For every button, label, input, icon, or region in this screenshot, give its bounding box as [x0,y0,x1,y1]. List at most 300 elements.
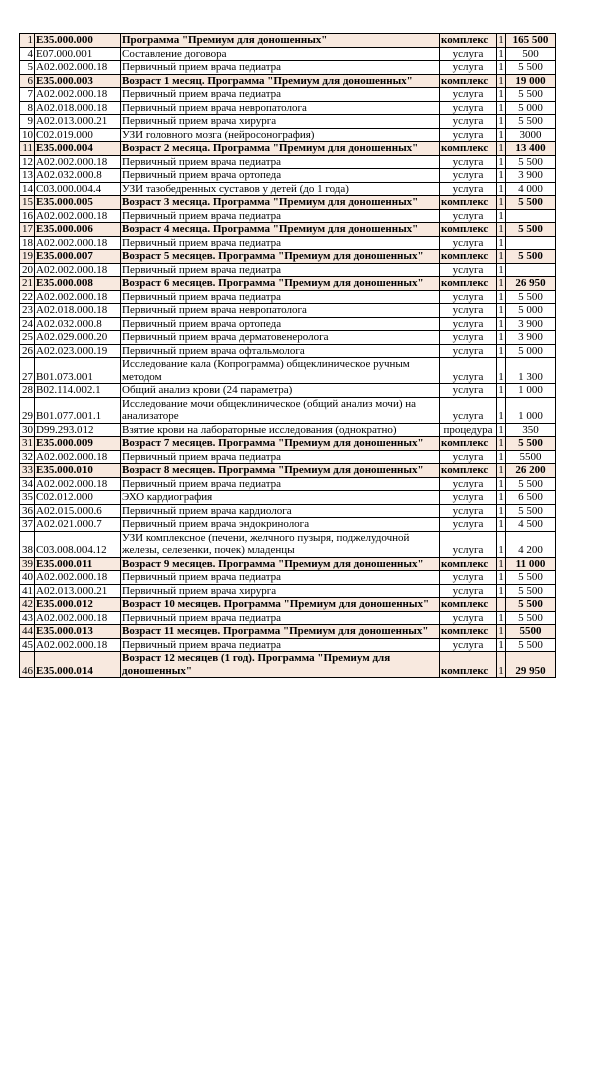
quantity-cell: 1 [498,263,504,276]
row-number-cell: 11 [20,142,35,156]
service-row [20,128,556,142]
service-row [20,263,556,277]
row-number-cell: 23 [20,304,35,318]
price-cell: 26 950 [506,277,556,291]
quantity-cell: 1 [498,423,504,436]
price-cell: 5 000 [506,304,556,318]
service-code-cell: A02.021.000.7 [35,518,121,532]
unit-of-measure-cell: услуга [440,317,497,331]
service-code-cell: A02.013.000.21 [35,115,121,129]
row-number-cell: 10 [20,128,35,142]
quantity-cell: 1 [497,397,506,423]
row-number-cell: 33 [20,464,35,478]
unit-of-measure-cell: комплекс [440,142,497,156]
service-code-cell: E35.000.010 [35,464,121,478]
quantity-cell: 1 [498,437,504,449]
row-number-cell: 40 [20,571,35,585]
service-name-cell: Первичный прием врача ортопеда [121,169,440,183]
price-cell: 5 000 [506,101,556,115]
price-cell: 11 000 [506,557,556,571]
service-name-cell: Первичный прием врача педиатра [121,571,440,585]
row-number-cell: 14 [20,182,35,196]
service-name-cell: Возраст 3 месяца. Программа "Премиум для доношенных" [121,196,440,210]
unit-of-measure-cell: комплекс [440,598,497,612]
service-code-cell: A02.002.000.18 [35,450,121,464]
service-code-cell: E35.000.000 [35,34,121,48]
unit-of-measure-cell: услуга [440,344,497,358]
row-number-cell: 38 [20,531,35,557]
service-row [20,236,556,250]
quantity-cell: 1 [498,557,504,570]
row-number-cell: 30 [20,423,35,437]
unit-of-measure-cell: комплекс [440,74,497,88]
program-row [20,598,556,612]
unit-of-measure-cell: услуга [440,263,497,277]
service-name-cell: Первичный прием врача хирурга [121,115,440,129]
quantity-cell: 1 [498,209,504,222]
service-code-cell: A02.002.000.18 [35,236,121,250]
service-code-cell: E35.000.013 [35,625,121,639]
price-cell: 350 [506,423,556,437]
service-code-cell: A02.032.000.8 [35,169,121,183]
unit-of-measure-cell: услуга [440,638,497,652]
service-row [20,531,556,557]
unit-of-measure-cell: комплекс [440,557,497,571]
price-cell: 5 500 [506,638,556,652]
quantity-cell: 1 [498,169,504,181]
quantity-cell: 1 [498,290,504,303]
service-row [20,317,556,331]
service-name-cell: Возраст 4 месяца. Программа "Премиум для доношенных" [121,223,440,237]
unit-of-measure-cell: комплекс [440,437,497,451]
price-table [19,33,556,678]
row-number-cell: 44 [20,625,35,639]
quantity-cell: 1 [497,652,506,678]
row-number-cell: 20 [20,263,35,277]
service-row [20,423,556,437]
quantity-cell: 1 [498,611,504,624]
service-code-cell: A02.032.000.8 [35,317,121,331]
quantity-cell: 1 [498,182,504,195]
price-cell: 5 500 [506,290,556,304]
service-name-cell: Возраст 7 месяцев. Программа "Премиум для доношенных" [121,437,440,451]
unit-of-measure-cell: услуга [440,611,497,625]
service-row [20,611,556,625]
quantity-cell: 1 [498,47,504,60]
row-number-cell: 34 [20,477,35,491]
row-number-cell: 8 [20,101,35,115]
unit-of-measure-cell: услуга [440,155,497,169]
price-cell: 5 500 [506,504,556,518]
row-number-cell: 29 [20,397,35,423]
service-row [20,101,556,115]
quantity-cell: 1 [498,518,504,530]
row-number-cell: 28 [20,384,35,398]
service-name-cell: Первичный прием врача педиатра [121,477,440,491]
service-row [20,384,556,398]
quantity-cell: 1 [498,384,504,396]
row-number-cell: 24 [20,317,35,331]
price-cell: 5500 [506,625,556,639]
price-cell: 5 500 [506,115,556,129]
program-row [20,464,556,478]
program-row [20,196,556,210]
service-code-cell: A02.002.000.18 [35,611,121,625]
service-code-cell: E35.000.011 [35,557,121,571]
service-name-cell: Первичный прием врача педиатра [121,290,440,304]
unit-of-measure-cell: услуга [440,209,497,223]
service-name-cell: Первичный прием врача педиатра [121,638,440,652]
unit-of-measure-cell: услуга [440,491,497,505]
service-code-cell: E35.000.008 [35,277,121,291]
service-code-cell: A02.002.000.18 [35,290,121,304]
unit-of-measure-cell: услуга [440,304,497,318]
service-code-cell: A02.018.000.18 [35,101,121,115]
row-number-cell: 19 [20,250,35,264]
price-cell: 5 000 [506,344,556,358]
service-code-cell: E35.000.012 [35,598,121,612]
service-name-cell: Программа "Премиум для доношенных" [121,34,440,48]
row-number-cell: 26 [20,344,35,358]
service-code-cell: D99.293.012 [35,423,121,437]
service-code-cell: A02.002.000.18 [35,155,121,169]
price-cell: 3 900 [506,331,556,345]
price-cell: 29 950 [506,652,556,678]
row-number-cell: 41 [20,584,35,598]
unit-of-measure-cell: услуга [440,384,497,398]
unit-of-measure-cell: услуга [440,115,497,129]
row-number-cell: 21 [20,277,35,291]
service-row [20,477,556,491]
service-name-cell: Исследование кала (Копрограмма) общеклиническое ручным методом [121,358,440,384]
unit-of-measure-cell: услуга [440,61,497,75]
price-cell: 3 900 [506,169,556,183]
price-cell: 5 500 [506,250,556,264]
price-cell: 1 000 [506,397,556,423]
service-code-cell: B02.114.002.1 [35,384,121,398]
service-row [20,304,556,318]
service-code-cell: E07.000.001 [35,47,121,61]
quantity-cell: 1 [498,277,504,289]
program-row [20,437,556,451]
service-name-cell: Первичный прием врача ортопеда [121,317,440,331]
row-number-cell: 27 [20,358,35,384]
price-cell: 5 500 [506,477,556,491]
price-cell: 3 900 [506,317,556,331]
service-code-cell: A02.013.000.21 [35,584,121,598]
row-number-cell: 35 [20,491,35,505]
price-cell: 13 400 [506,142,556,156]
service-code-cell: A02.002.000.18 [35,263,121,277]
unit-of-measure-cell: услуга [440,182,497,196]
row-number-cell: 18 [20,236,35,250]
service-row [20,88,556,102]
service-row [20,209,556,223]
row-number-cell: 25 [20,331,35,345]
service-row [20,344,556,358]
price-table-body [20,34,556,678]
service-code-cell: A02.002.000.18 [35,61,121,75]
unit-of-measure-cell: услуга [440,450,497,464]
row-number-cell: 9 [20,115,35,129]
service-name-cell: УЗИ комплексное (печени, желчного пузыря, поджелудочной железы, селезенки, почек) младенцы [121,531,440,557]
row-number-cell: 12 [20,155,35,169]
service-row [20,155,556,169]
row-number-cell: 16 [20,209,35,223]
service-name-cell: Первичный прием врача педиатра [121,611,440,625]
unit-of-measure-cell: комплекс [440,223,497,237]
quantity-cell: 1 [497,358,506,384]
service-code-cell: A02.002.000.18 [35,209,121,223]
quantity-cell: 1 [498,304,504,316]
service-code-cell: C02.012.000 [35,491,121,505]
service-name-cell: УЗИ головного мозга (нейросонография) [121,128,440,142]
unit-of-measure-cell: комплекс [440,464,497,478]
service-row [20,358,556,384]
service-row [20,115,556,129]
row-number-cell: 6 [20,74,35,88]
service-code-cell: B01.073.001 [35,358,121,384]
service-row [20,584,556,598]
unit-of-measure-cell: услуга [440,477,497,491]
service-name-cell: Возраст 8 месяцев. Программа "Премиум для доношенных" [121,464,440,478]
service-name-cell: Первичный прием врача педиатра [121,236,440,250]
service-code-cell: A02.002.000.18 [35,88,121,102]
service-name-cell: Взятие крови на лабораторные исследования (однократно) [121,423,440,437]
row-number-cell: 17 [20,223,35,237]
service-name-cell: Возраст 6 месяцев. Программа "Премиум для доношенных" [121,277,440,291]
quantity-cell: 1 [498,317,504,330]
unit-of-measure-cell: услуга [440,571,497,585]
service-name-cell: Возраст 12 месяцев (1 год). Программа "Премиум для доношенных" [121,652,440,678]
unit-of-measure-cell: услуга [440,397,497,423]
service-code-cell: A02.023.000.19 [35,344,121,358]
quantity-cell: 1 [498,504,504,517]
service-row [20,491,556,505]
service-name-cell: Первичный прием врача эндокринолога [121,518,440,532]
price-cell: 19 000 [506,74,556,88]
price-cell: 5 500 [506,437,556,451]
row-number-cell: 5 [20,61,35,75]
service-row [20,504,556,518]
quantity-cell: 1 [498,142,504,154]
unit-of-measure-cell: услуга [440,236,497,250]
service-name-cell: Первичный прием врача педиатра [121,88,440,102]
unit-of-measure-cell: услуга [440,290,497,304]
service-name-cell: Первичный прием врача невропатолога [121,101,440,115]
quantity-cell: 1 [498,196,504,208]
program-row [20,652,556,678]
unit-of-measure-cell: услуга [440,358,497,384]
quantity-cell [497,598,506,612]
service-name-cell: Первичный прием врача офтальмолога [121,344,440,358]
service-name-cell: Возраст 1 месяц. Программа "Премиум для доношенных" [121,74,440,88]
program-row [20,142,556,156]
unit-of-measure-cell: услуга [440,101,497,115]
row-number-cell: 39 [20,557,35,571]
unit-of-measure-cell: услуга [440,47,497,61]
unit-of-measure-cell: комплекс [440,277,497,291]
program-row [20,557,556,571]
quantity-cell: 1 [498,34,504,46]
quantity-cell: 1 [498,128,504,141]
quantity-cell: 1 [498,491,504,503]
service-code-cell: A02.002.000.18 [35,571,121,585]
price-cell: 165 500 [506,34,556,48]
price-cell: 5 500 [506,611,556,625]
service-name-cell: Исследование мочи общеклиническое (общий анализ мочи) на анализаторе [121,397,440,423]
service-row [20,290,556,304]
service-code-cell: E35.000.006 [35,223,121,237]
service-name-cell: ЭХО кардиография [121,491,440,505]
quantity-cell: 1 [498,344,504,357]
unit-of-measure-cell: процедура [440,423,497,437]
price-cell [506,236,556,250]
service-row [20,450,556,464]
service-name-cell: Возраст 5 месяцев. Программа "Премиум для доношенных" [121,250,440,264]
service-name-cell: Возраст 9 месяцев. Программа "Премиум для доношенных" [121,557,440,571]
quantity-cell: 1 [498,155,504,168]
row-number-cell: 7 [20,88,35,102]
quantity-cell: 1 [497,531,506,557]
price-cell: 1 000 [506,384,556,398]
quantity-cell: 1 [498,115,504,127]
quantity-cell: 1 [498,74,504,87]
service-code-cell: E35.000.004 [35,142,121,156]
price-cell: 5 500 [506,155,556,169]
price-cell: 5 500 [506,584,556,598]
price-cell: 5 500 [506,196,556,210]
quantity-cell: 1 [498,101,504,114]
quantity-cell: 1 [498,571,504,583]
service-name-cell: Составление договора [121,47,440,61]
quantity-cell: 1 [498,625,504,637]
service-row [20,397,556,423]
service-code-cell: C03.008.004.12 [35,531,121,557]
service-code-cell: A02.002.000.18 [35,477,121,491]
price-cell: 3000 [506,128,556,142]
service-name-cell: Возраст 11 месяцев. Программа "Премиум для доношенных" [121,625,440,639]
quantity-cell: 1 [498,477,504,490]
service-name-cell: Возраст 2 месяца. Программа "Премиум для доношенных" [121,142,440,156]
service-code-cell: E35.000.003 [35,74,121,88]
unit-of-measure-cell: услуга [440,584,497,598]
service-name-cell: Первичный прием врача дерматовенеролога [121,331,440,345]
quantity-cell: 1 [498,450,504,463]
service-row [20,169,556,183]
quantity-cell: 1 [498,464,504,476]
price-cell: 5 500 [506,598,556,612]
program-row [20,250,556,264]
quantity-cell: 1 [498,638,504,651]
program-row [20,34,556,48]
unit-of-measure-cell: комплекс [440,250,497,264]
row-number-cell: 42 [20,598,35,612]
service-code-cell: C02.019.000 [35,128,121,142]
program-row [20,625,556,639]
price-cell [506,209,556,223]
service-row [20,518,556,532]
quantity-cell: 1 [498,250,504,262]
price-cell [506,263,556,277]
service-name-cell: УЗИ тазобедренных суставов у детей (до 1 года) [121,182,440,196]
price-cell: 5 500 [506,88,556,102]
service-name-cell: Возраст 10 месяцев. Программа "Премиум для доношенных" [121,598,440,612]
unit-of-measure-cell: услуга [440,504,497,518]
row-number-cell: 31 [20,437,35,451]
service-row [20,331,556,345]
unit-of-measure-cell: услуга [440,518,497,532]
quantity-cell: 1 [498,236,504,249]
service-code-cell: C03.000.004.4 [35,182,121,196]
price-cell: 5 500 [506,571,556,585]
price-cell: 26 200 [506,464,556,478]
service-name-cell: Первичный прием врача кардиолога [121,504,440,518]
quantity-cell: 1 [498,223,504,235]
row-number-cell: 43 [20,611,35,625]
row-number-cell: 22 [20,290,35,304]
service-code-cell: E35.000.005 [35,196,121,210]
unit-of-measure-cell: услуга [440,169,497,183]
service-code-cell: A02.002.000.18 [35,638,121,652]
price-cell: 5 500 [506,61,556,75]
price-cell: 6 500 [506,491,556,505]
service-code-cell: A02.029.000.20 [35,331,121,345]
quantity-cell: 1 [498,88,504,100]
program-row [20,74,556,88]
service-name-cell: Первичный прием врача педиатра [121,155,440,169]
unit-of-measure-cell: комплекс [440,652,497,678]
service-row [20,638,556,652]
service-code-cell: E35.000.009 [35,437,121,451]
price-cell: 5500 [506,450,556,464]
unit-of-measure-cell: услуга [440,128,497,142]
service-name-cell: Первичный прием врача педиатра [121,450,440,464]
service-name-cell: Первичный прием врача невропатолога [121,304,440,318]
price-cell: 1 300 [506,358,556,384]
price-cell: 5 500 [506,223,556,237]
service-name-cell: Первичный прием врача педиатра [121,61,440,75]
row-number-cell: 4 [20,47,35,61]
service-code-cell: E35.000.014 [35,652,121,678]
service-row [20,61,556,75]
service-code-cell: A02.015.000.6 [35,504,121,518]
row-number-cell: 45 [20,638,35,652]
row-number-cell: 36 [20,504,35,518]
price-cell: 4 000 [506,182,556,196]
service-row [20,47,556,61]
service-row [20,571,556,585]
quantity-cell: 1 [498,584,504,597]
unit-of-measure-cell: услуга [440,88,497,102]
row-number-cell: 15 [20,196,35,210]
program-row [20,223,556,237]
service-row [20,182,556,196]
service-code-cell: E35.000.007 [35,250,121,264]
unit-of-measure-cell: услуга [440,331,497,345]
service-code-cell: A02.018.000.18 [35,304,121,318]
quantity-cell: 1 [498,61,504,73]
unit-of-measure-cell: услуга [440,531,497,557]
row-number-cell: 1 [20,34,35,48]
service-code-cell: B01.077.001.1 [35,397,121,423]
row-number-cell: 46 [20,652,35,678]
service-name-cell: Первичный прием врача хирурга [121,584,440,598]
row-number-cell: 37 [20,518,35,532]
price-cell: 4 500 [506,518,556,532]
service-name-cell: Общий анализ крови (24 параметра) [121,384,440,398]
row-number-cell: 32 [20,450,35,464]
